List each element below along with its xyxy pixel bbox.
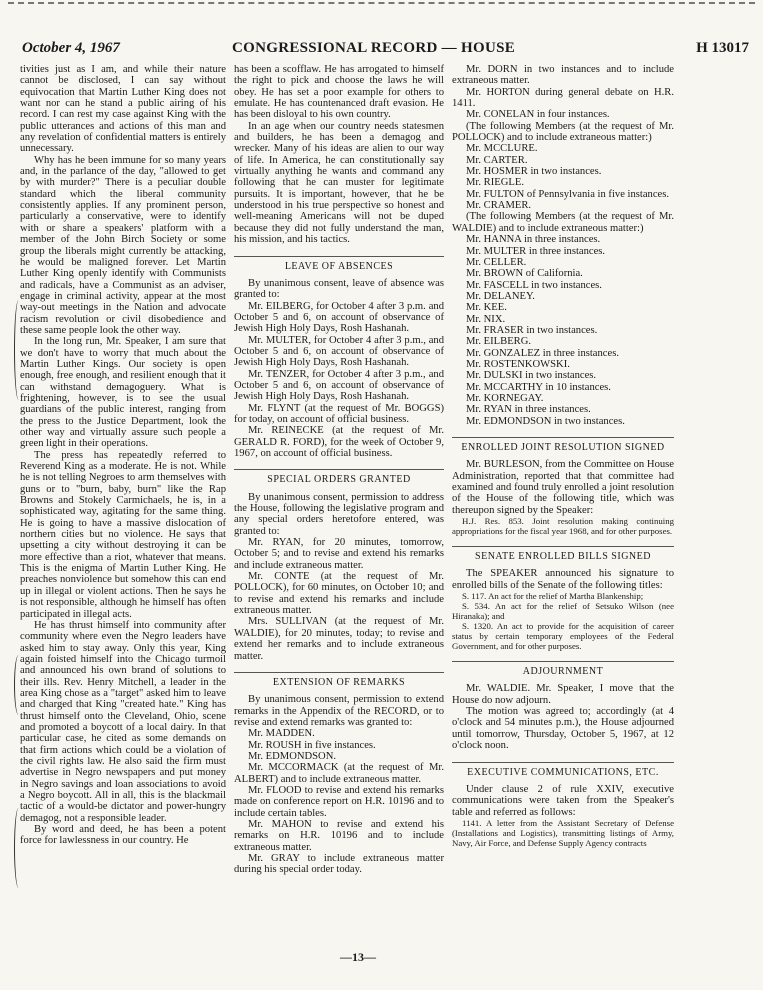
note: 1141. A letter from the Assistant Secretary of Defense (Installations and Logistics), transmitting listings of Army, Navy, Air Force, and Defense Supply Agency contracts [452,817,674,848]
list-item: Mr. KORNEGAY. [466,392,544,404]
section-title-adjournment: ADJOURNMENT [452,661,674,677]
list-item: Mr. HOSMER in two instances. [466,166,602,178]
note: S. 117. An act for the relief of Martha Blankenship; [462,591,644,602]
list-item: Mr. CONELAN in four instances. [466,109,610,121]
list-item: Mr. DORN in two instances and to include extraneous matter. [452,64,674,87]
list-item: Mr. CELLER. [466,256,527,268]
section-title-senate: SENATE ENROLLED BILLS SIGNED [452,546,674,562]
paragraph: The SPEAKER announced his signature to enrolled bills of the Senate of the following titles: [452,568,674,591]
paragraph: tivities just as I am, and while their nature cannot be disclosed, I can say without equivocation that Martin Luther King does not want nor can he stand a public airing of his record. I can rest my case against King with the public utterances and actions of this man and any revelation of confidential matters is entirely unnecessary. [20,64,226,155]
paragraph: Mr. BURLESON, from the Committee on House Administration, reported that that committee had examined and found truly enrolled a joint resolution of the House of the following title, which was thereupon signed by the Speaker: [452,459,674,516]
section-title-leave: LEAVE OF ABSENCES [234,256,444,272]
list-item: Mr. RYAN in three instances. [466,404,591,416]
paragraph: In an age when our country needs statesmen and builders, he has been a demagog and wrecker. Many of his ideas are alien to our way of life. In America, he can constitutionally say virtually anything he wants and command any following that he can muster for legitimate pursuits. It is important, however, that he be understood in his true perspective so honest and well-meaning Americans will not be duped because they did not fully understand the man, his mission, and his tactics. [234,120,444,246]
list-item: Mr. CARTER. [466,154,528,166]
section-title-executive: EXECUTIVE COMMUNICATIONS, ETC. [452,762,674,778]
paragraph: Why has he been immune for so many years and, in the parlance of the day, "allowed to get by with murder?" There is a peculiar double standard which the liberal community consistently applies. If any prominent person, particularly a conservative, were to identify with or share a speakers' platform with a member of the John Birch Society or some group the liberals might currently be attacking, he would be maligned forever. Let Martin Luther King openly identify with Communists and radicals, have a Communist as an adviser, engage in criminal activity, appear at the most way-out meetings in the Nation and advocate racism revolution or civil disobedience and these same people look the other way. [20,154,226,336]
margin-bracket [14,300,23,400]
list-item: Mr. EDMONDSON. [248,750,336,762]
note: S. 534. An act for the relief of Setsuko Wilson (nee Hiranaka); and [452,601,674,622]
list-item: Mr. FLYNT (at the request of Mr. BOGGS) for today, on account of official business. [234,402,444,425]
list-item: Mr. CONTE (at the request of Mr. POLLOCK), for 60 minutes, on October 10; and to revise and extend his remarks and include extraneous matter. [234,571,444,617]
paragraph: The motion was agreed to; accordingly (at 4 o'clock and 54 minutes p.m.), the House adjourned until tomorrow, Thursday, October 5, 1967, at 12 o'clock noon. [452,706,674,752]
list-item: Mr. FULTON of Pennsylvania in five instances. [466,188,670,200]
list-item: Mr. BROWN of California. [466,268,583,280]
column-3 [452,64,674,848]
column-2 [234,64,444,876]
list-item: Mr. REINECKE (at the request of Mr. GERALD R. FORD), for the week of October 9, 1967, on account of official business. [234,425,444,459]
note: S. 1320. An act to provide for the acquisition of career status by certain temporary employees of the Federal Government, and for other purposes. [452,621,674,652]
section-title-extension: EXTENSION OF REMARKS [234,672,444,688]
list-item: Mr. FLOOD to revise and extend his remarks made on conference report on H.R. 10196 and to include certain tables. [234,784,444,819]
paragraph: The press has repeatedly referred to Reverend King as a moderate. He is not. While he is not telling Negroes to arm themselves with guns or to "burn, baby, burn" like the Rap Browns and Stokely Carmichaels, he is, in a sophisticated way, agitating for the same thing. He is going to have a massive dislocation of northern cities but no violence. He says that upsetting a city without destroying it can be more effective than a riot, whatever that means. This is the enigma of Martin Luther King. He preaches nonviolence but somehow this can end up in illegal or violent actions. Then he says he is not responsible, although he himself has often participated in illegal acts. [20,449,226,620]
list-item: Mr. HANNA in three instances. [466,234,601,246]
list-item: Mr. RYAN, for 20 minutes, tomorrow, October 5; and to revise and extend his remarks and include extraneous matter. [234,537,444,571]
list-item: Mr. CRAMER. [466,200,532,212]
paragraph: He has thrust himself into community after community where even the Negro leaders have asked him to stay away. Only this year, King again foisted himself into the Chicago turmoil and announced his own brand of solutions to their ills. Rev. Henry Mitchell, a leader in the area King chose as a "target" asked him to leave and charged that King "created hate." King has thrust himself onto the Cleveland, Ohio, scene and promoted a boycott of a local dairy. In that particular case, he cited as some demands on that firm actions which could be a violation of the civil rights law. He also said the firm must advertise in Negro newspapers and put money in Negro savings and loan associations to avoid a Negro boycott. All in all, this is the blackmail tactic of a would-be dictator and power-hungry demagog, not a responsible leader. [20,619,226,824]
header-title: CONGRESSIONAL RECORD — HOUSE [232,40,516,56]
paragraph: In the long run, Mr. Speaker, I am sure that we don't have to worry that much about the Martin Luther Kings. Our society is open enough, free enough, and resilient enough that it can withstand demagoguery. What is frightening, however, is to see the usual guardians of the public interest, ranging from the press to the Justice Department, look the other way and virtually assure such people a green light in their operations. [20,336,226,450]
paragraph: By unanimous consent, leave of absence was granted to: [234,277,444,301]
paragraph: By unanimous consent, permission to extend remarks in the Appendix of the RECORD, or to revise and extend remarks was granted to: [234,694,444,728]
paragraph: (The following Members (at the request of Mr. POLLOCK) and to include extraneous matter:) [452,120,674,144]
note: H.J. Res. 853. Joint resolution making continuing appropriations for the fiscal year 1968, and for other purposes. [452,516,674,537]
list-item: Mr. ROSTENKOWSKI. [466,358,570,370]
list-item: Mr. FRASER in two instances. [466,324,598,336]
list-item: Mr. MCCLURE. [466,143,538,155]
list-item: Mr. MULTER, for October 4 after 3 p.m., and October 5 and 6, on account of observance of Jewish High Holy Days, Rosh Hashanah. [234,334,444,369]
list-item: Mr. NIX. [466,313,506,325]
list-item: Mr. HORTON during general debate on H.R. 1411. [452,86,674,110]
list-item: Mr. EILBERG, for October 4 after 3 p.m. and October 5 and 6, on account of observance of Jewish High Holy Days, Rosh Hashanah. [234,300,444,335]
list-item: Mr. MADDEN. [248,728,315,740]
list-item: Mr. KEE. [466,302,507,314]
paragraph: By word and deed, he has been a potent force for lawlessness in our country. He [20,824,226,847]
scan-border [8,2,755,4]
list-item: Mrs. SULLIVAN (at the request of Mr. WALDIE), for 20 minutes, today; to revise and extend her remarks and to include extraneous matter. [234,616,444,662]
list-item: Mr. FASCELL in two instances. [466,279,602,291]
list-item: Mr. TENZER, for October 4 after 3 p.m., and October 5 and 6, on account of observance of Jewish High Holy Days, Rosh Hashanah. [234,368,444,403]
section-title-special-orders: SPECIAL ORDERS GRANTED [234,469,444,485]
list-item: Mr. DELANEY. [466,290,535,302]
paragraph: Under clause 2 of rule XXIV, executive communications were taken from the Speaker's table and referred as follows: [452,783,674,818]
list-item: Mr. DULSKI in two instances. [466,370,597,382]
list-item: Mr. MAHON to revise and extend his remarks on H.R. 10196 and to include extraneous matter. [234,818,444,853]
paragraph: has been a scofflaw. He has arrogated to himself the right to pick and choose the laws he will obey. He has set a poor example for others to emulate. He has countenanced draft evasion. He has been disloyal to his own country. [234,64,444,121]
page-header [22,40,749,62]
column-1 [20,64,226,847]
header-page-number: H 13017 [696,40,749,56]
list-item: Mr. MCCARTHY in 10 instances. [466,381,611,393]
list-item: Mr. RIEGLE. [466,177,524,189]
list-item: Mr. MCCORMACK (at the request of Mr. ALBERT) and to include extraneous matter. [234,762,444,785]
margin-bracket [14,655,23,715]
margin-bracket [14,808,23,888]
header-date: October 4, 1967 [22,40,120,56]
paragraph: By unanimous consent, permission to address the House, following the legislative program and any special orders heretofore entered, was granted to: [234,491,444,537]
list-item: Mr. MULTER in three instances. [466,245,606,257]
list-item: Mr. GRAY to include extraneous matter during his special order today. [234,853,444,876]
paragraph: (The following Members (at the request of Mr. WALDIE) and to include extraneous matter:) [452,211,674,234]
list-item: Mr. ROUSH in five instances. [248,739,376,751]
list-item: Mr. EDMONDSON in two instances. [466,415,625,427]
page-footer: —13— [340,950,376,964]
list-item: Mr. GONZALEZ in three instances. [466,347,619,359]
paragraph: Mr. WALDIE. Mr. Speaker, I move that the House do now adjourn. [452,683,674,706]
list-item: Mr. EILBERG. [466,336,532,348]
section-title-enrolled: ENROLLED JOINT RESOLUTION SIGNED [452,437,674,453]
